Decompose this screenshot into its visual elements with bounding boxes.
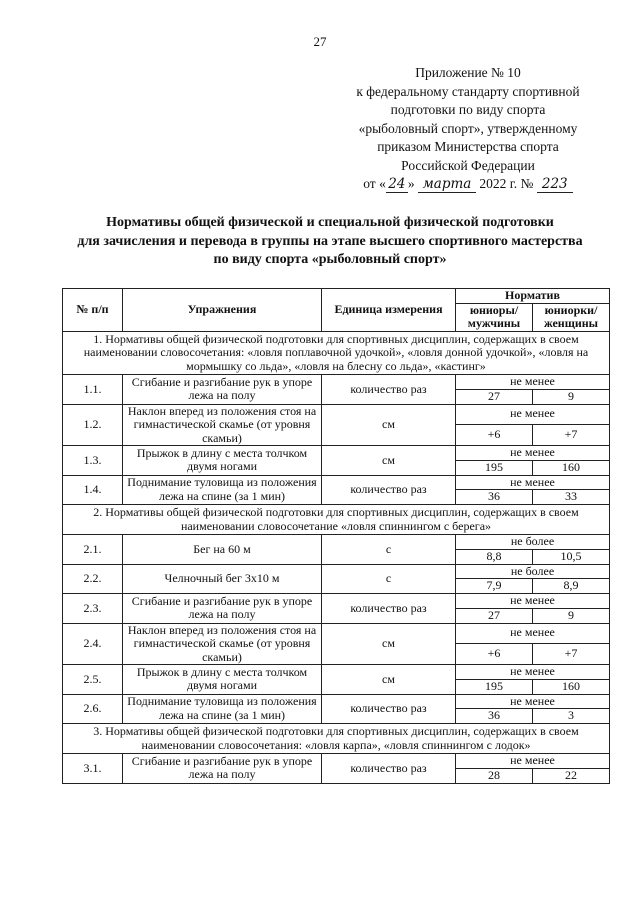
unit-cell: см (322, 623, 456, 665)
handwritten-day: 24 (386, 177, 408, 193)
unit-cell: см (322, 665, 456, 695)
handwritten-order-number: 223 (537, 177, 573, 193)
female-value: 8,9 (533, 579, 610, 594)
unit-cell: количество раз (322, 475, 456, 505)
date-mid: » (407, 176, 418, 191)
row-number: 2.3. (63, 594, 123, 624)
exercise-name: Бег на 60 м (123, 535, 322, 565)
appendix-line: «рыболовный спорт», утвержденному (358, 120, 578, 136)
header-female: юниорки/ женщины (533, 303, 610, 331)
norm-qualifier: не менее (456, 594, 610, 609)
row-number: 1.4. (63, 475, 123, 505)
female-value: 160 (533, 460, 610, 475)
appendix-line: Российской Федерации (401, 157, 535, 173)
unit-cell: с (322, 535, 456, 565)
table-row (63, 535, 610, 550)
norm-qualifier: не менее (456, 475, 610, 490)
norm-qualifier: не менее (456, 665, 610, 680)
section-row (63, 331, 610, 375)
male-value: 28 (456, 768, 533, 783)
exercise-name: Челночный бег 3х10 м (123, 564, 322, 594)
norm-qualifier: не более (456, 535, 610, 550)
male-value: 36 (456, 490, 533, 505)
female-value: 3 (533, 709, 610, 724)
date-prefix: от « (363, 176, 386, 191)
row-number: 2.6. (63, 694, 123, 724)
norm-qualifier: не менее (456, 754, 610, 769)
header-male: юниоры/ мужчины (456, 303, 533, 331)
male-value: 195 (456, 679, 533, 694)
section-row (63, 724, 610, 754)
unit-cell: см (322, 404, 456, 446)
exercise-name: Поднимание туловища из положения лежа на спине (за 1 мин) (123, 475, 322, 505)
unit-cell: количество раз (322, 694, 456, 724)
norm-qualifier: не менее (456, 446, 610, 461)
exercise-name: Наклон вперед из положения стоя на гимнастической скамье (от уровня скамьи) (123, 404, 322, 446)
row-number: 2.1. (63, 535, 123, 565)
row-number: 2.2. (63, 564, 123, 594)
norm-qualifier: не более (456, 564, 610, 579)
appendix-line: приказом Министерства спорта (377, 139, 559, 154)
female-value: +7 (533, 424, 610, 445)
male-value: +6 (456, 643, 533, 664)
table-body (63, 331, 610, 783)
male-value: 27 (456, 608, 533, 623)
norm-qualifier: не менее (456, 694, 610, 709)
female-value: +7 (533, 643, 610, 664)
exercise-name: Сгибание и разгибание рук в упоре лежа на полу (123, 594, 322, 624)
male-value: 7,9 (456, 579, 533, 594)
female-value: 33 (533, 490, 610, 505)
male-value: +6 (456, 424, 533, 445)
table-row (63, 404, 610, 424)
female-value: 9 (533, 389, 610, 404)
exercise-name: Прыжок в длину с места толчком двумя ногами (123, 446, 322, 476)
male-value: 27 (456, 389, 533, 404)
norm-qualifier: не менее (456, 623, 610, 643)
row-number: 3.1. (63, 754, 123, 784)
title-line: по виду спорта «рыболовный спорт» (213, 252, 447, 267)
table-row (63, 375, 610, 390)
norm-qualifier: не менее (456, 375, 610, 390)
exercise-name: Сгибание и разгибание рук в упоре лежа на полу (123, 375, 322, 405)
row-number: 1.3. (63, 446, 123, 476)
title-line: для зачисления и перевода в группы на этапе высшего спортивного мастерства (77, 233, 583, 249)
table-row (63, 694, 610, 709)
appendix-line: подготовки по виду спорта (390, 102, 546, 117)
appendix-block (328, 64, 608, 194)
row-number: 1.2. (63, 404, 123, 446)
row-number: 2.5. (63, 665, 123, 695)
order-date-line (328, 175, 608, 194)
table-row (63, 564, 610, 579)
table-row (63, 623, 610, 643)
appendix-line: к федеральному стандарту спортивной (356, 83, 580, 99)
female-value: 9 (533, 608, 610, 623)
norms-table (62, 288, 610, 784)
female-value: 22 (533, 768, 610, 783)
unit-cell: количество раз (322, 754, 456, 784)
table-row (63, 665, 610, 680)
header-exercise: Упражнения (123, 289, 322, 332)
unit-cell: см (322, 446, 456, 476)
page-number: 27 (313, 34, 327, 49)
male-value: 36 (456, 709, 533, 724)
exercise-name: Наклон вперед из положения стоя на гимнастической скамье (от уровня скамьи) (123, 623, 322, 665)
male-value: 195 (456, 460, 533, 475)
table-row (63, 594, 610, 609)
unit-cell: количество раз (322, 594, 456, 624)
header-num: № п/п (63, 289, 123, 332)
exercise-name: Поднимание туловища из положения лежа на спине (за 1 мин) (123, 694, 322, 724)
exercise-name: Сгибание и разгибание рук в упоре лежа на полу (123, 754, 322, 784)
exercise-name: Прыжок в длину с места толчком двумя ногами (123, 665, 322, 695)
table-row (63, 754, 610, 769)
female-value: 160 (533, 679, 610, 694)
male-value: 8,8 (456, 549, 533, 564)
female-value: 10,5 (533, 549, 610, 564)
date-year: 2022 г. № (475, 176, 537, 191)
handwritten-month: марта (418, 177, 476, 193)
header-unit: Единица измерения (322, 289, 456, 332)
section-title: 1. Нормативы общей физической подготовки для спортивных дисциплин, содержащих в своем наименовании словосочетания: «ловля поплавочной удочкой», «ловля донной удочкой», «ловля на мормышку со льда», «ловля на блесну со льда», «кастинг» (63, 331, 610, 375)
section-title: 2. Нормативы общей физической подготовки для спортивных дисциплин, содержащих в своем наименовании словосочетание «ловля спиннингом с берега» (63, 505, 610, 535)
table-row (63, 446, 610, 461)
appendix-line: Приложение № 10 (415, 65, 521, 80)
table-row (63, 475, 610, 490)
section-row (63, 505, 610, 535)
unit-cell: с (322, 564, 456, 594)
norm-qualifier: не менее (456, 404, 610, 424)
row-number: 2.4. (63, 623, 123, 665)
row-number: 1.1. (63, 375, 123, 405)
header-norm: Норматив (456, 289, 610, 304)
section-title: 3. Нормативы общей физической подготовки для спортивных дисциплин, содержащих в своем наименовании словосочетания: «ловля карпа», «ловля спиннингом с лодок» (63, 724, 610, 754)
title-line: Нормативы общей физической и специальной физической подготовки (106, 215, 554, 230)
document-title (40, 214, 620, 270)
unit-cell: количество раз (322, 375, 456, 405)
